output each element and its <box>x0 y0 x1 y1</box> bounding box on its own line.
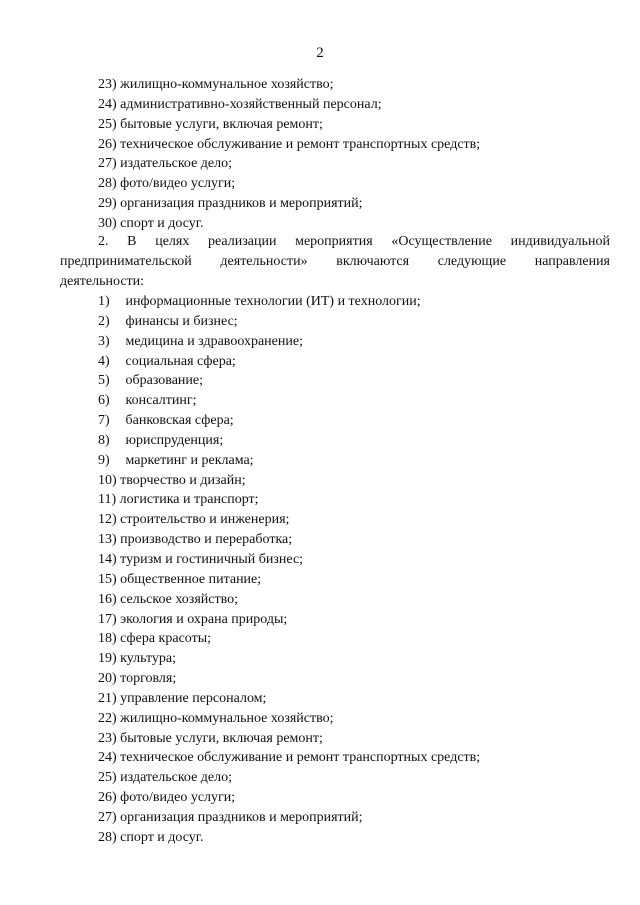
list-item <box>98 154 480 174</box>
list-item-text: фото/видео услуги; <box>120 176 236 192</box>
list-item-number: 3) <box>98 333 110 349</box>
list-item-text: бытовые услуги, включая ремонт; <box>120 116 323 132</box>
list-item <box>98 808 480 828</box>
list-item-number: 13) <box>98 532 117 548</box>
list-item <box>98 451 480 471</box>
list-item-text: строительство и инженерия; <box>120 512 290 528</box>
list-item-text: маркетинг и реклама; <box>125 452 254 468</box>
list-item <box>98 391 480 411</box>
list-item-text: организация праздников и мероприятий; <box>120 809 363 825</box>
list-item-number: 22) <box>98 710 117 726</box>
list-item-number: 1) <box>98 294 110 309</box>
list-item-number: 21) <box>98 690 117 706</box>
list-item-text: образование; <box>125 373 204 389</box>
list-item <box>98 292 480 312</box>
list-item-number: 9) <box>98 452 110 468</box>
list-item-text: экология и охрана природы; <box>120 611 288 627</box>
list-item <box>98 649 480 669</box>
list-item-text: сфера красоты; <box>120 631 212 647</box>
list-item <box>98 788 480 808</box>
paragraph-2 <box>60 232 610 292</box>
paragraph-line: 2. В целях реализации мероприятия «Осуществление индивидуальной <box>98 234 610 249</box>
list-item-number: 11) <box>98 492 117 508</box>
list-item-text: техническое обслуживание и ремонт транспортных средств; <box>120 136 481 152</box>
list-item-text: логистика и транспорт; <box>119 492 259 508</box>
list-item-number: 26) <box>98 790 117 806</box>
list-item-number: 16) <box>98 591 117 607</box>
list-item-number: 4) <box>98 353 110 369</box>
list-item <box>98 115 480 135</box>
list-item-text: административно-хозяйственный персонал; <box>120 96 382 112</box>
list-item <box>98 669 480 689</box>
list-item <box>98 729 480 749</box>
list-item-text: консалтинг; <box>125 393 197 409</box>
list-item <box>98 570 480 590</box>
list-item <box>98 75 480 95</box>
list-item <box>98 214 480 234</box>
list-item-number: 5) <box>98 373 110 389</box>
list-item <box>98 590 480 610</box>
list-item-text: жилищно-коммунальное хозяйство; <box>120 710 334 726</box>
list-item-text: техническое обслуживание и ремонт транспортных средств; <box>120 750 481 766</box>
list-item-text: издательское дело; <box>120 770 233 786</box>
list-item <box>98 490 480 510</box>
list-item <box>98 352 480 372</box>
list-item-text: информационные технологии (ИТ) и технологии; <box>125 294 421 309</box>
list-item-number: 30) <box>98 215 117 231</box>
list-item-text: банковская сфера; <box>125 413 234 429</box>
list-item-number: 29) <box>98 196 117 212</box>
list-item-text: юриспруденция; <box>125 432 224 448</box>
list-item <box>98 689 480 709</box>
list-item-text: производство и переработка; <box>120 532 293 548</box>
list-item <box>98 411 480 431</box>
list-item-number: 19) <box>98 651 117 667</box>
list-item-text: спорт и досуг. <box>120 215 204 231</box>
list-item-text: издательское дело; <box>120 156 233 172</box>
list-item <box>98 550 480 570</box>
list-item-text: общественное питание; <box>120 571 262 587</box>
list-item <box>98 768 480 788</box>
list-item-number: 6) <box>98 393 110 409</box>
list-item-number: 27) <box>98 809 117 825</box>
list-item-number: 27) <box>98 156 117 172</box>
list-item-number: 25) <box>98 770 117 786</box>
list-item <box>98 174 480 194</box>
list-item <box>98 371 480 391</box>
paragraph-line: предпринимательской деятельности» включаются следующие направления <box>60 253 610 269</box>
list-item-text: социальная сфера; <box>125 353 236 369</box>
list-item-number: 20) <box>98 671 117 687</box>
list-item-number: 15) <box>98 571 117 587</box>
list-item-text: жилищно-коммунальное хозяйство; <box>120 77 334 92</box>
list-item-text: бытовые услуги, включая ремонт; <box>120 730 323 746</box>
list-item <box>98 95 480 115</box>
list-item <box>98 194 480 214</box>
list-item <box>98 312 480 332</box>
paragraph-line: деятельности: <box>60 273 145 289</box>
list-item-text: фото/видео услуги; <box>120 790 236 806</box>
directions-list <box>98 292 480 848</box>
list-item-number: 23) <box>98 730 117 746</box>
list-item <box>98 471 480 491</box>
list-item <box>98 828 480 848</box>
list-item-number: 17) <box>98 611 117 627</box>
list-item <box>98 629 480 649</box>
list-item-number: 8) <box>98 432 110 448</box>
list-item <box>98 709 480 729</box>
list-item-number: 14) <box>98 551 117 567</box>
page-number: 2 <box>316 45 324 61</box>
list-item <box>98 135 480 155</box>
list-item-text: творчество и дизайн; <box>120 472 246 488</box>
list-item-text: спорт и досуг. <box>120 829 204 845</box>
list-item-number: 23) <box>98 77 117 92</box>
list-item-text: медицина и здравоохранение; <box>125 333 303 349</box>
list-item-text: культура; <box>120 651 177 667</box>
list-item-number: 25) <box>98 116 117 132</box>
list-item-number: 10) <box>98 472 117 488</box>
list-item <box>98 530 480 550</box>
list-item-number: 18) <box>98 631 117 647</box>
list-item-number: 24) <box>98 96 117 112</box>
list-item-text: организация праздников и мероприятий; <box>120 196 363 212</box>
list-item-text: туризм и гостиничный бизнес; <box>120 551 304 567</box>
list-item-number: 12) <box>98 512 117 528</box>
list-item-number: 28) <box>98 176 117 192</box>
list-item-number: 28) <box>98 829 117 845</box>
list-item <box>98 431 480 451</box>
list-item-number: 24) <box>98 750 117 766</box>
list-item-number: 26) <box>98 136 117 152</box>
list-item-number: 7) <box>98 413 110 429</box>
list-item <box>98 610 480 630</box>
list-item-text: финансы и бизнес; <box>125 313 238 329</box>
list-item-number: 2) <box>98 313 110 329</box>
list-item-text: управление персоналом; <box>120 690 267 706</box>
list-item <box>98 510 480 530</box>
list-item-text: сельское хозяйство; <box>120 591 238 607</box>
list-item <box>98 332 480 352</box>
list-continuation <box>98 75 480 234</box>
list-item <box>98 748 480 768</box>
list-item-text: торговля; <box>120 671 177 687</box>
